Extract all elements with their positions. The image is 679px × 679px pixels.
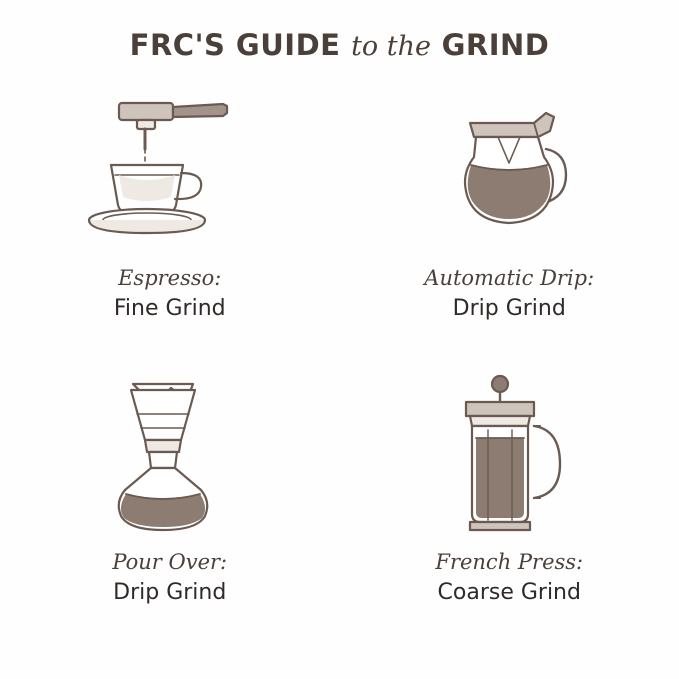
title-part-two: GRIND — [441, 28, 550, 62]
method-label-french-press: French Press: — [435, 550, 584, 574]
french-press-icon — [414, 368, 604, 543]
brew-method-card-automatic-drip — [340, 84, 679, 364]
method-label-pour-over: Pour Over: — [112, 550, 228, 574]
title-part-one: FRC'S GUIDE — [129, 28, 341, 62]
pour-over-chemex-icon — [75, 368, 265, 543]
grind-label-french-press: Coarse Grind — [437, 579, 581, 605]
brew-method-card-espresso — [0, 84, 340, 364]
caption-french-press — [435, 549, 583, 607]
brew-method-card-french-press — [340, 364, 679, 644]
grind-label-espresso: Fine Grind — [113, 295, 226, 321]
brew-method-card-pour-over — [0, 364, 340, 644]
grind-label-pour-over: Drip Grind — [113, 579, 227, 605]
espresso-machine-icon — [75, 84, 265, 259]
method-label-automatic-drip: Automatic Drip: — [424, 266, 595, 290]
caption-pour-over — [112, 549, 227, 607]
coffee-carafe-icon — [414, 84, 604, 259]
page-title — [0, 0, 679, 62]
caption-automatic-drip — [424, 265, 594, 323]
title-script-word: to the — [351, 31, 431, 62]
caption-espresso — [114, 265, 226, 323]
grind-label-automatic-drip: Drip Grind — [452, 295, 566, 321]
brew-method-grid — [0, 84, 679, 644]
method-label-espresso: Espresso: — [118, 266, 222, 290]
